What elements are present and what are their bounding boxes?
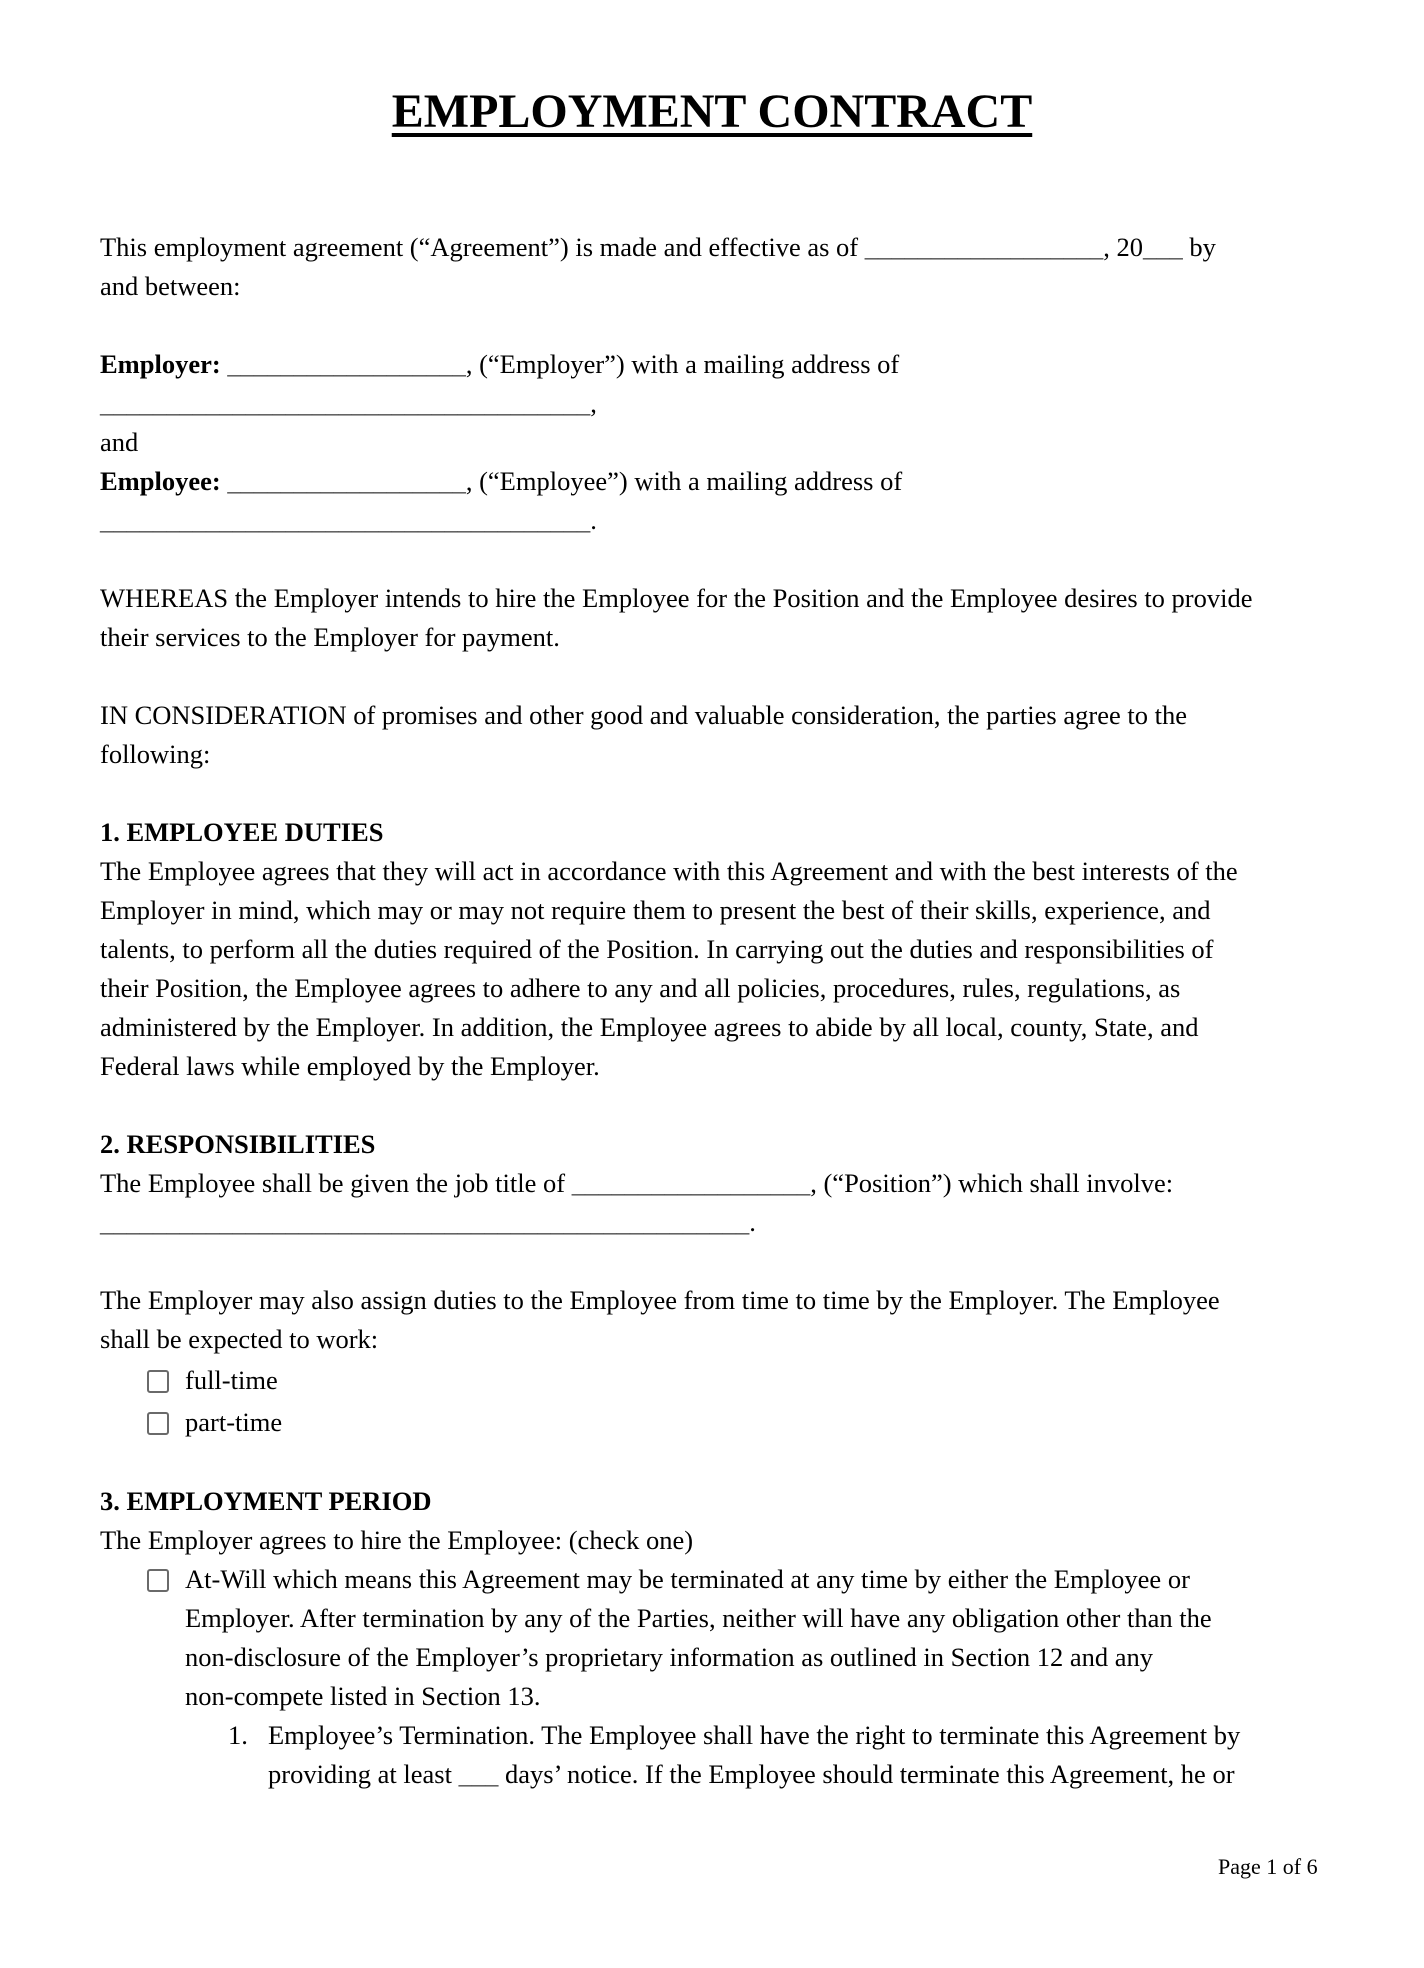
termination-line2-end: days’ notice. If the Employee should terminate this Agreement, he or (498, 1759, 1235, 1789)
employee-name-blank[interactable]: __________________ (220, 466, 466, 496)
section1-line: talents, to perform all the duties required of the Position. In carrying out the duties and responsibilities of (100, 934, 1214, 964)
intro-text-by: by (1182, 232, 1216, 262)
employer-text: , (“Employer”) with a mailing address of (465, 349, 900, 379)
notice-days-blank[interactable]: ___ (458, 1759, 499, 1789)
employer-address-blank[interactable]: _____________________________________ (100, 388, 591, 418)
termination-line1: Employee’s Termination. The Employee shall have the right to terminate this Agreement by (268, 1720, 1241, 1750)
part-time-option[interactable] (100, 1401, 1330, 1443)
section1-line: administered by the Employer. In addition, the Employee agrees to abide by all local, county, State, and (100, 1012, 1199, 1042)
full-time-checkbox[interactable] (147, 1370, 169, 1393)
employer-address-end: , (590, 388, 597, 418)
consideration-paragraph (100, 696, 1330, 774)
section1-body (100, 852, 1330, 1086)
at-will-line: Employer. After termination by any of the Parties, neither will have any obligation other than the (185, 1603, 1212, 1633)
section2-heading: 2. RESPONSIBILITIES (100, 1129, 376, 1159)
employer-address-line (100, 384, 1330, 423)
document-body (100, 228, 1330, 1794)
termination-item (100, 1716, 1330, 1794)
full-time-option[interactable] (100, 1359, 1330, 1401)
part-time-checkbox[interactable] (147, 1412, 169, 1435)
at-will-option[interactable] (100, 1560, 1330, 1716)
consideration-line1: IN CONSIDERATION of promises and other good and valuable consideration, the parties agree to the (100, 700, 1187, 730)
employer-line (100, 345, 1330, 384)
involve-end: . (749, 1207, 756, 1237)
termination-line2: providing at least (268, 1759, 459, 1789)
whereas-line2: their services to the Employer for payment. (100, 622, 560, 652)
at-will-checkbox[interactable] (147, 1569, 169, 1592)
and-line: and (100, 427, 139, 457)
position-text: , (“Position”) which shall involve: (810, 1168, 1174, 1198)
section1-line: Employer in mind, which may or may not require them to present the best of their skills, experience, and (100, 895, 1211, 925)
part-time-label: part-time (185, 1407, 283, 1437)
assign-line1: The Employer may also assign duties to the Employee from time to time by the Employer. The Employee (100, 1285, 1220, 1315)
page-number: Page 1 of 6 (1218, 1854, 1318, 1879)
whereas-paragraph (100, 579, 1330, 657)
involve-line (100, 1203, 1330, 1242)
list-number: 1. (228, 1720, 248, 1750)
consideration-line2: following: (100, 739, 211, 769)
section3-heading: 3. EMPLOYMENT PERIOD (100, 1486, 432, 1516)
employee-address-blank[interactable]: _____________________________________ (100, 505, 591, 535)
effective-date-blank[interactable]: __________________ (864, 232, 1104, 262)
involve-blank[interactable]: _________________________________________________ (100, 1207, 750, 1237)
job-title-blank[interactable]: __________________ (571, 1168, 811, 1198)
job-title-line (100, 1164, 1330, 1203)
section1-line: Federal laws while employed by the Employer. (100, 1051, 600, 1081)
intro-text: This employment agreement (“Agreement”) is made and effective as of (100, 232, 865, 262)
section3-intro: The Employer agrees to hire the Employee: (check one) (100, 1525, 694, 1555)
employee-text: , (“Employee”) with a mailing address of (465, 466, 903, 496)
job-title-text: The Employee shall be given the job title of (100, 1168, 572, 1198)
employee-label: Employee: (100, 466, 221, 496)
intro-paragraph (100, 228, 1330, 306)
at-will-line: At-Will which means this Agreement may be terminated at any time by either the Employee or (185, 1564, 1190, 1594)
employee-address-line (100, 501, 1330, 540)
full-time-label: full-time (185, 1365, 278, 1395)
year-blank[interactable]: ___ (1143, 232, 1183, 262)
intro-text-line2: and between: (100, 271, 241, 301)
employer-label: Employer: (100, 349, 221, 379)
at-will-line: non-disclosure of the Employer’s proprietary information as outlined in Section 12 and any (185, 1642, 1154, 1672)
section1-heading: 1. EMPLOYEE DUTIES (100, 817, 384, 847)
employee-line (100, 462, 1330, 501)
assign-line2: shall be expected to work: (100, 1324, 379, 1354)
employee-address-end: . (590, 505, 597, 535)
section1-line: The Employee agrees that they will act in accordance with this Agreement and with the best interests of the (100, 856, 1238, 886)
assign-duties-paragraph (100, 1281, 1330, 1359)
title-text: EMPLOYMENT CONTRACT (391, 85, 1033, 138)
document-title (0, 84, 1424, 140)
employer-name-blank[interactable]: __________________ (220, 349, 466, 379)
section1-line: their Position, the Employee agrees to adhere to any and all policies, procedures, rules, regulations, as (100, 973, 1181, 1003)
whereas-line1: WHEREAS the Employer intends to hire the Employee for the Position and the Employee desires to provide (100, 583, 1253, 613)
at-will-line: non-compete listed in Section 13. (185, 1681, 541, 1711)
intro-text-year: , 20 (1103, 232, 1143, 262)
